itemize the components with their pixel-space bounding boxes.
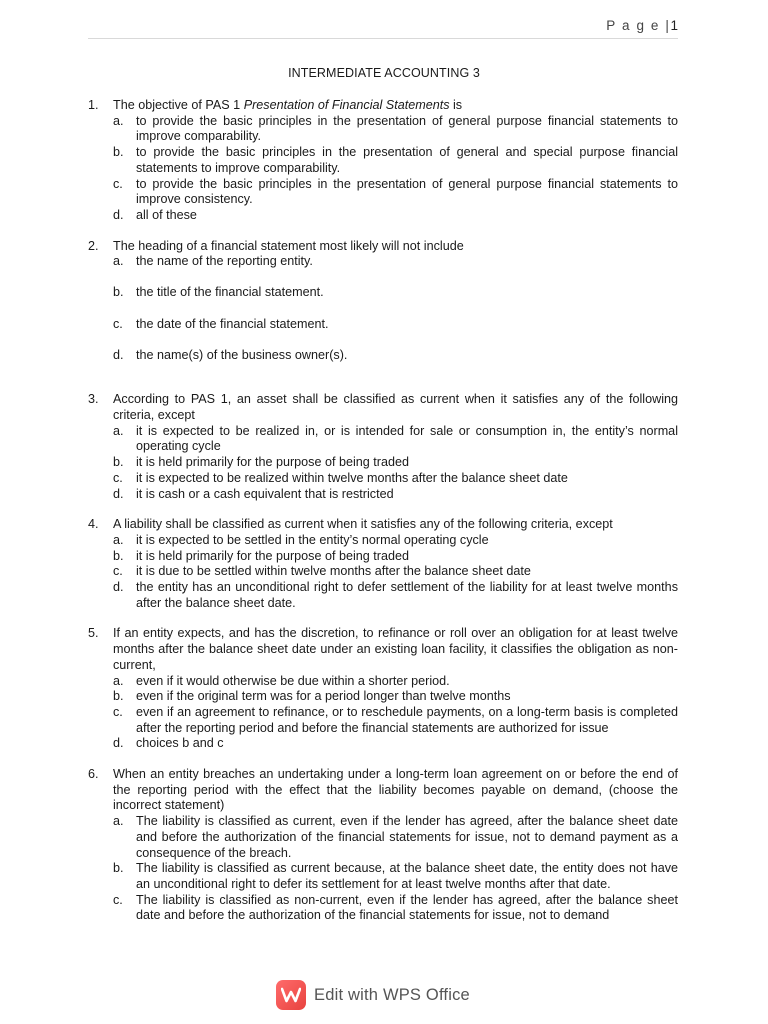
choice-item: [113, 580, 678, 611]
question-text: The objective of PAS 1 Presentation of Financial Statements is: [113, 98, 463, 112]
choice-list: [113, 533, 678, 612]
italic-title: Presentation of Financial Statements: [243, 98, 450, 112]
page-number: 1: [670, 18, 678, 33]
question-number: 6.: [88, 767, 99, 782]
choice-item: [113, 564, 678, 580]
choice-text: it is held primarily for the purpose of being traded: [136, 455, 410, 470]
question-4: [88, 517, 678, 611]
choice-item: [113, 455, 678, 471]
choice-item: [113, 285, 678, 301]
choice-letter: a.: [113, 532, 124, 547]
question-text: The heading of a financial statement most likely will not include: [113, 238, 464, 253]
choice-letter: a.: [113, 814, 124, 829]
choice-letter: d.: [113, 486, 124, 501]
choice-item: [113, 177, 678, 208]
choice-item: [113, 674, 678, 690]
choice-item: [113, 254, 678, 270]
wps-badge-label: Edit with WPS Office: [314, 985, 470, 1004]
choice-letter: b.: [113, 548, 124, 563]
choice-item: [113, 549, 678, 565]
choice-letter: d.: [113, 347, 124, 362]
choice-text: The liability is classified as current, even if the lender has agreed, after the balance sheet date and before the authorization of the financial statements for issue, not to demand payment as a consequence of the breach.: [136, 814, 678, 860]
choice-list: [113, 254, 678, 363]
edit-with-wps-badge[interactable]: [276, 978, 470, 1012]
choice-letter: d.: [113, 736, 124, 751]
choice-item: [113, 487, 678, 503]
choice-letter: c.: [113, 564, 123, 579]
question-6: [88, 767, 678, 924]
choice-list: [113, 674, 678, 753]
question-number: 4.: [88, 517, 99, 532]
question-2: [88, 239, 678, 364]
question-1: [88, 98, 678, 224]
choice-text: The liability is classified as non-current, even if the lender has agreed, after the balance sheet date and before the authorization of the financial statements for issue, not to demand: [136, 892, 678, 923]
choice-item: [113, 348, 678, 364]
choice-list: [113, 424, 678, 503]
question-number: 2.: [88, 238, 99, 253]
choice-letter: d.: [113, 207, 124, 222]
question-number: 1.: [88, 98, 99, 112]
choice-letter: c.: [113, 704, 123, 719]
choice-letter: b.: [113, 455, 124, 470]
choice-text: it is held primarily for the purpose of being traded: [136, 548, 410, 563]
choice-text: all of these: [136, 207, 197, 222]
question-number: 5.: [88, 626, 99, 641]
choice-item: [113, 893, 678, 924]
page-number-header: [606, 18, 678, 33]
choice-letter: c.: [113, 176, 123, 191]
choice-text: even if it would otherwise be due within a shorter period.: [136, 673, 450, 688]
question-text: A liability shall be classified as current when it satisfies any of the following criteria, except: [113, 517, 613, 532]
header-divider: [88, 38, 678, 39]
choice-item: [113, 861, 678, 892]
question-number: 3.: [88, 392, 99, 407]
choice-text: choices b and c: [136, 736, 224, 751]
question-text: According to PAS 1, an asset shall be classified as current when it satisfies any of the following criteria, except: [113, 392, 678, 423]
document-body: [88, 98, 678, 939]
choice-text: even if an agreement to refinance, or to reschedule payments, on a long-term basis is completed after the reporting period and before the financial statements are authorized for issue: [136, 704, 678, 735]
choice-text: even if the original term was for a period longer than twelve months: [136, 689, 511, 704]
choice-text: to provide the basic principles in the presentation of general and special purpose financial statements to improve comparability.: [136, 145, 678, 175]
choice-item: [113, 145, 678, 176]
choice-text: it is expected to be settled in the entity’s normal operating cycle: [136, 532, 489, 547]
choice-letter: b.: [113, 689, 124, 704]
choice-letter: a.: [113, 113, 124, 128]
choice-text: The liability is classified as current because, at the balance sheet date, the entity does not have an unconditional right to defer its settlement for at least twelve months after that date.: [136, 861, 678, 891]
choice-item: [113, 705, 678, 736]
choice-text: the entity has an unconditional right to defer settlement of the liability for at least twelve months after the balance sheet date.: [136, 580, 678, 610]
choice-letter: d.: [113, 580, 124, 595]
choice-letter: a.: [113, 423, 124, 438]
wps-logo-icon: [276, 980, 306, 1010]
choice-item: [113, 208, 678, 224]
choice-letter: b.: [113, 285, 124, 300]
choice-list: [113, 814, 678, 924]
choice-item: [113, 317, 678, 333]
choice-letter: c.: [113, 470, 123, 485]
question-text: If an entity expects, and has the discretion, to refinance or roll over an obligation for at least twelve months after the balance sheet date under an existing loan facility, it classifies the obligation as non-current,: [113, 626, 678, 672]
choice-letter: a.: [113, 254, 124, 269]
choice-text: it is expected to be realized within twelve months after the balance sheet date: [136, 470, 568, 485]
choice-letter: b.: [113, 145, 124, 160]
choice-text: it is due to be settled within twelve months after the balance sheet date: [136, 564, 531, 579]
choice-item: [113, 736, 678, 752]
question-5: [88, 626, 678, 752]
choice-item: [113, 114, 678, 145]
choice-text: to provide the basic principles in the presentation of general purpose financial statements to improve comparability.: [136, 113, 678, 144]
choice-item: [113, 471, 678, 487]
choice-letter: b.: [113, 861, 124, 876]
page-label: P a g e |: [606, 18, 671, 33]
choice-item: [113, 689, 678, 705]
choice-item: [113, 814, 678, 861]
choice-letter: a.: [113, 673, 124, 688]
wps-w-glyph-icon: [281, 987, 301, 1003]
choice-text: to provide the basic principles in the presentation of general purpose financial statements to improve consistency.: [136, 176, 678, 207]
choice-letter: c.: [113, 316, 123, 331]
choice-text: it is expected to be realized in, or is intended for sale or consumption in, the entity’s normal operating cycle: [136, 423, 678, 454]
document-title: INTERMEDIATE ACCOUNTING 3: [288, 66, 480, 80]
question-3: [88, 392, 678, 502]
choice-text: the name(s) of the business owner(s).: [136, 347, 348, 362]
choice-item: [113, 533, 678, 549]
choice-text: it is cash or a cash equivalent that is restricted: [136, 486, 394, 501]
choice-text: the name of the reporting entity.: [136, 254, 313, 269]
question-text: When an entity breaches an undertaking under a long-term loan agreement on or before the end of the reporting period with the effect that the liability becomes payable on demand, (choose the incorrect statement): [113, 767, 678, 813]
choice-text: the date of the financial statement.: [136, 316, 329, 331]
choice-text: the title of the financial statement.: [136, 285, 324, 300]
choice-list: [113, 114, 678, 224]
choice-item: [113, 424, 678, 455]
choice-letter: c.: [113, 892, 123, 907]
